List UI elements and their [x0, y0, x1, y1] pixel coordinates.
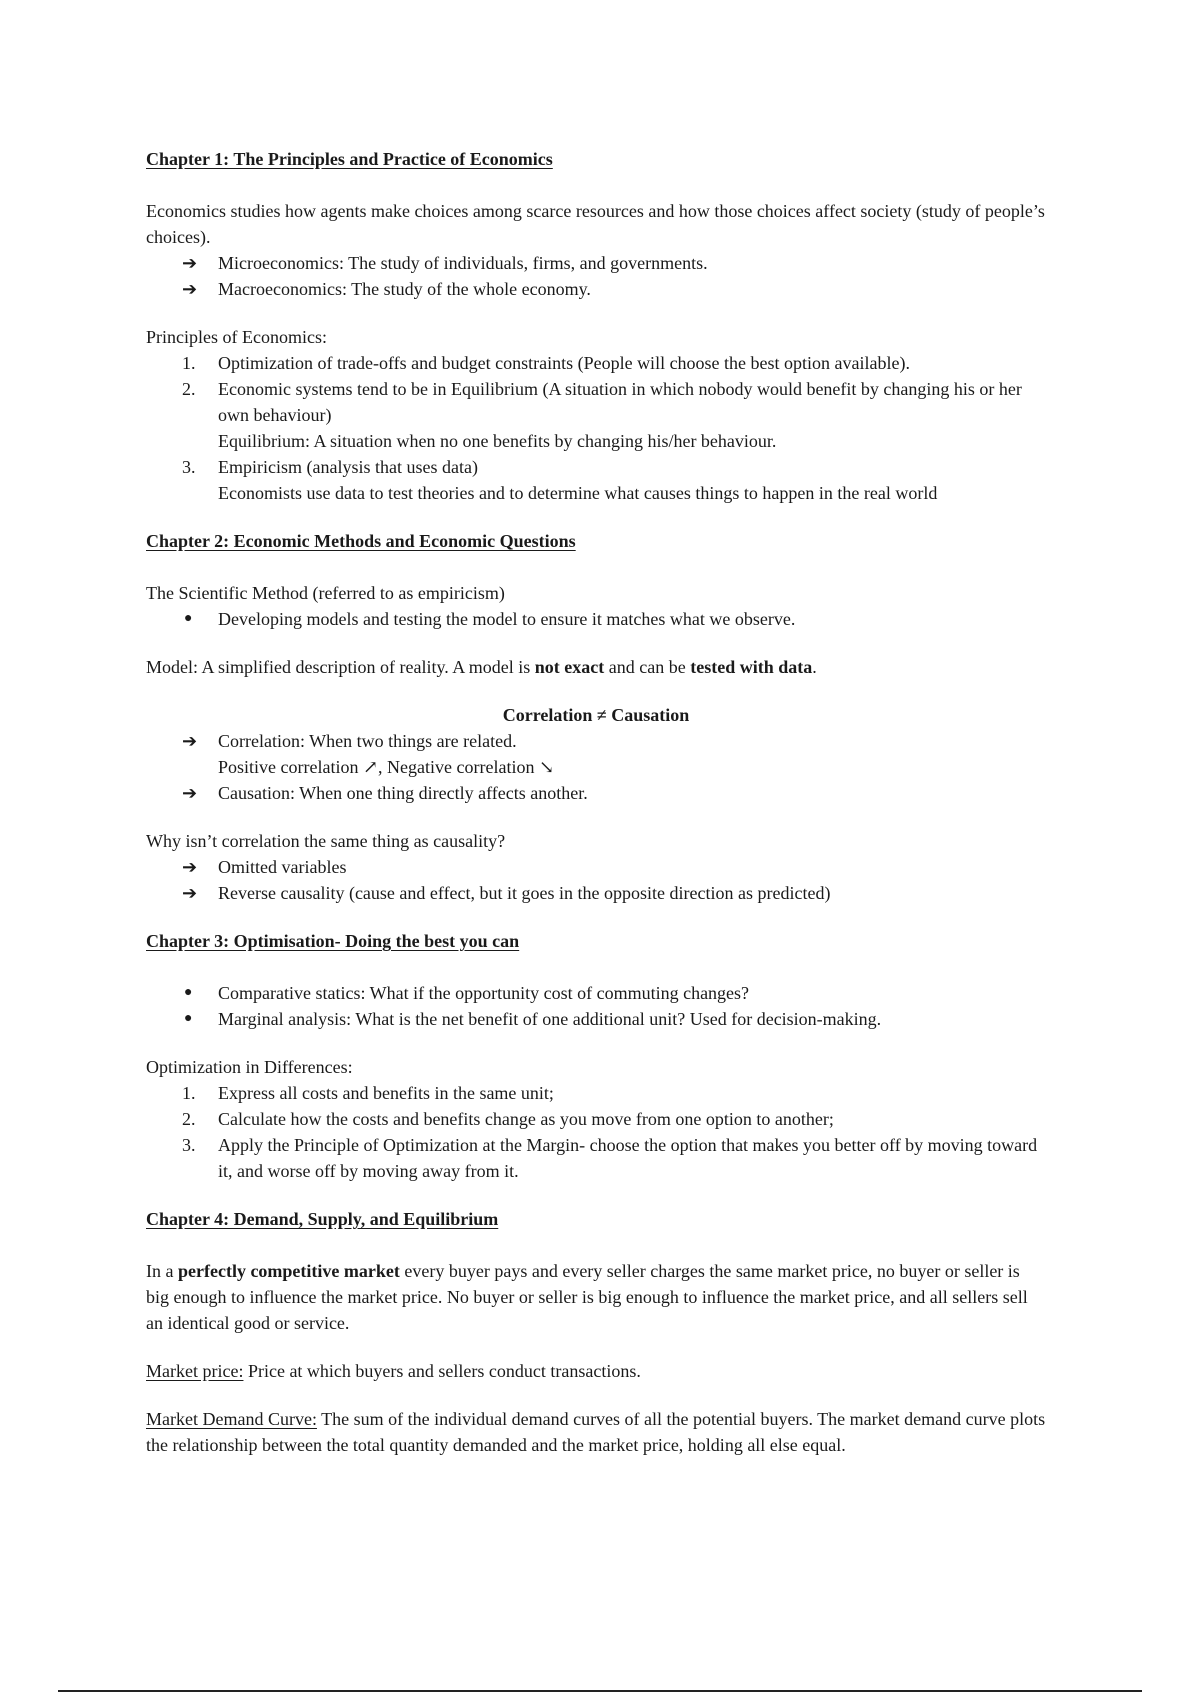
arrow-icon: ➔: [182, 253, 198, 273]
principles-label: Principles of Economics:: [146, 327, 327, 347]
correlation-causation-title: Correlation ≠ Causation: [502, 705, 690, 725]
list-item: [146, 728, 1046, 780]
list-item: [146, 250, 1046, 276]
list-item: [146, 1106, 1046, 1132]
document-page: [146, 146, 1046, 1458]
list-item-subtext: Economists use data to test theories and to determine what causes things to happen in the real world: [218, 483, 938, 503]
market-demand-curve-text: The sum of the individual demand curves of all the potential buyers. The market demand curve plots the relationship between the total quantity demanded and the market price, holding all else equal.: [146, 1409, 1046, 1455]
list-number: 1.: [182, 1083, 196, 1103]
list-item-text: Empiricism (analysis that uses data): [218, 457, 478, 477]
chapter-2-heading: Chapter 2: Economic Methods and Economic Questions: [146, 531, 576, 551]
list-item-text: Optimization of trade-offs and budget constraints (People will choose the best option available).: [218, 353, 910, 373]
list-item-text: Comparative statics: What if the opportunity cost of commuting changes?: [218, 983, 750, 1003]
list-item: [146, 454, 1046, 506]
scientific-method-label: The Scientific Method (referred to as empiricism): [146, 583, 505, 603]
market-price-term: Market price:: [146, 1361, 244, 1381]
list-item-text: Causation: When one thing directly affects another.: [218, 783, 588, 803]
model-text: .: [812, 657, 817, 677]
list-item-text: Calculate how the costs and benefits change as you move from one option to another;: [218, 1109, 834, 1129]
list-number: 2.: [182, 379, 196, 399]
ch1-intro: Economics studies how agents make choices among scarce resources and how those choices affect society (study of people’s choices).: [146, 201, 1045, 247]
chapter-4-heading: Chapter 4: Demand, Supply, and Equilibrium: [146, 1209, 499, 1229]
optimization-steps: [146, 1080, 1046, 1184]
list-item: [146, 376, 1046, 454]
list-item-text: Correlation: When two things are related.: [218, 731, 517, 751]
list-item: [146, 606, 1046, 632]
bullet-icon: ●: [184, 985, 193, 1000]
list-item-text: Reverse causality (cause and effect, but it goes in the opposite direction as predicted): [218, 883, 831, 903]
list-item-text: Express all costs and benefits in the same unit;: [218, 1083, 554, 1103]
list-item-text: Apply the Principle of Optimization at the Margin- choose the option that makes you better off by moving toward it, and worse off by moving away from it.: [218, 1135, 1038, 1181]
list-number: 2.: [182, 1109, 196, 1129]
bullet-icon: ●: [184, 611, 193, 626]
model-bold-not-exact: not exact: [534, 657, 605, 677]
list-item: [146, 854, 1046, 880]
arrow-icon: ➔: [182, 731, 198, 751]
list-item: [146, 780, 1046, 806]
optimization-label: Optimization in Differences:: [146, 1057, 353, 1077]
list-number: 3.: [182, 457, 196, 477]
page-bottom-rule: [58, 1690, 1142, 1692]
chapter-1-heading: Chapter 1: The Principles and Practice of Economics: [146, 149, 553, 169]
market-demand-curve-term: Market Demand Curve:: [146, 1409, 317, 1429]
pcm-bold-term: perfectly competitive market: [177, 1261, 400, 1281]
scientific-method-list: [146, 606, 1046, 632]
list-item: [146, 276, 1046, 302]
model-text: Model: A simplified description of reality. A model is: [146, 657, 535, 677]
list-item: [146, 880, 1046, 906]
ch1-arrow-list: [146, 250, 1046, 302]
model-text: and can be: [604, 657, 691, 677]
list-item-text: Macroeconomics: The study of the whole economy.: [218, 279, 591, 299]
list-item: [146, 1080, 1046, 1106]
list-item-text: Developing models and testing the model to ensure it matches what we observe.: [218, 609, 796, 629]
perfectly-competitive-market-paragraph: [146, 1258, 1046, 1336]
list-item: [146, 980, 1046, 1006]
principles-list: [146, 350, 1046, 506]
arrow-icon: ➔: [182, 783, 198, 803]
pcm-text: In a: [146, 1261, 178, 1281]
list-number: 1.: [182, 353, 196, 373]
list-item-text: Omitted variables: [218, 857, 347, 877]
why-list: [146, 854, 1046, 906]
market-price-text: Price at which buyers and sellers conduct transactions.: [243, 1361, 641, 1381]
arrow-icon: ➔: [182, 883, 198, 903]
list-item: [146, 1132, 1046, 1184]
list-item-text: Microeconomics: The study of individuals, firms, and governments.: [218, 253, 708, 273]
list-item-text: Marginal analysis: What is the net benefit of one additional unit? Used for decision-making.: [218, 1009, 882, 1029]
ch3-bullet-list: [146, 980, 1046, 1032]
chapter-3-heading: Chapter 3: Optimisation- Doing the best you can: [146, 931, 520, 951]
why-label: Why isn’t correlation the same thing as causality?: [146, 831, 506, 851]
arrow-icon: ➔: [182, 279, 198, 299]
correlation-list: [146, 728, 1046, 806]
market-demand-curve-definition: [146, 1406, 1046, 1458]
list-item-text: Economic systems tend to be in Equilibrium (A situation in which nobody would benefit by changing his or her own behaviour): [218, 379, 1022, 425]
market-price-definition: [146, 1358, 1046, 1384]
arrow-icon: ➔: [182, 857, 198, 877]
model-bold-tested: tested with data: [690, 657, 813, 677]
list-item: [146, 1006, 1046, 1032]
list-number: 3.: [182, 1135, 196, 1155]
bullet-icon: ●: [184, 1011, 193, 1026]
model-definition: [146, 654, 1046, 680]
list-item-subtext: Positive correlation ↗, Negative correlation ↘: [218, 757, 555, 777]
list-item-subtext: Equilibrium: A situation when no one benefits by changing his/her behaviour.: [218, 431, 777, 451]
pcm-text: every buyer pays and every seller charges the same market price, no buyer or seller is big enough to influence the market price. No buyer or seller is big enough to influence the market price, and all sellers sell an identical good or service.: [146, 1261, 1028, 1333]
list-item: [146, 350, 1046, 376]
